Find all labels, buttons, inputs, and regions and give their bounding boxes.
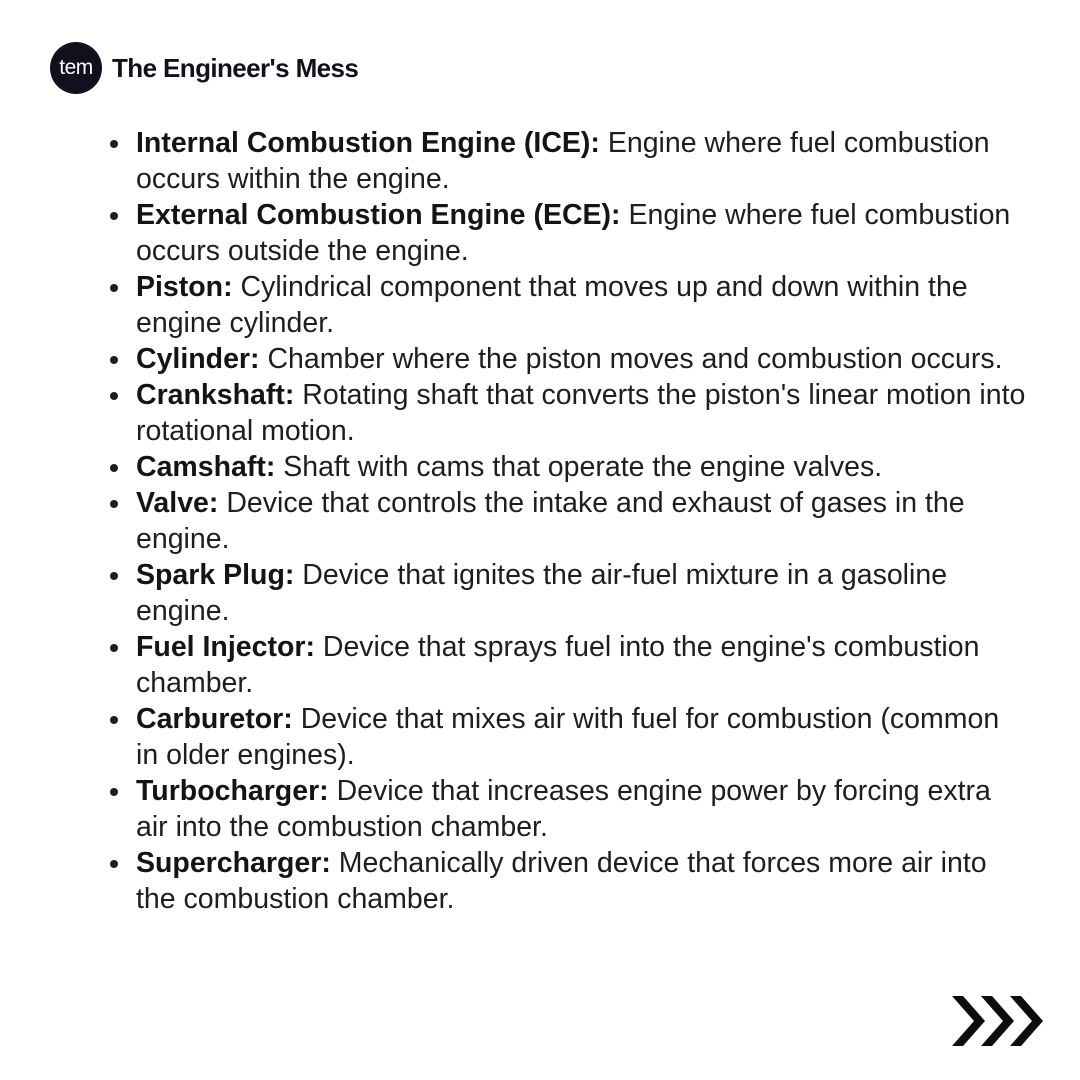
list-item [108, 341, 1028, 377]
term-label: Carburetor: [136, 703, 293, 735]
term-label: External Combustion Engine (ECE): [136, 199, 621, 231]
term-label: Supercharger: [136, 847, 331, 879]
list-item [108, 449, 1028, 485]
term-label: Valve: [136, 487, 219, 519]
term-definition: Device that ignites the air-fuel mixture in a gasoline engine. [136, 559, 948, 627]
term-label: Internal Combustion Engine (ICE): [136, 127, 600, 159]
term-label: Piston: [136, 271, 233, 303]
list-item [108, 845, 1028, 917]
list-item [108, 629, 1028, 701]
term-definition: Cylindrical component that moves up and down within the engine cylinder. [136, 271, 968, 339]
term-definition: Mechanically driven device that forces more air into the combustion chamber. [136, 847, 987, 915]
term-label: Spark Plug: [136, 559, 295, 591]
term-label: Camshaft: [136, 451, 276, 483]
term-definition: Device that controls the intake and exhaust of gases in the engine. [136, 487, 965, 555]
glossary-list [108, 125, 1028, 917]
term-definition: Rotating shaft that converts the piston's linear motion into rotational motion. [136, 379, 1026, 447]
term-label: Turbocharger: [136, 775, 329, 807]
next-slide-button[interactable] [952, 996, 1044, 1046]
triple-chevron-right-icon [952, 996, 1044, 1046]
term-label: Cylinder: [136, 343, 260, 375]
term-definition: Shaft with cams that operate the engine valves. [283, 451, 883, 483]
brand-name: The Engineer's Mess [112, 52, 359, 83]
term-definition: Engine where fuel combustion occurs outside the engine. [136, 199, 1011, 267]
term-definition: Chamber where the piston moves and combustion occurs. [267, 343, 1003, 375]
term-definition: Device that sprays fuel into the engine's combustion chamber. [136, 631, 980, 699]
term-definition: Engine where fuel combustion occurs within the engine. [136, 127, 990, 195]
list-item [108, 197, 1028, 269]
list-item [108, 125, 1028, 197]
term-definition: Device that mixes air with fuel for combustion (common in older engines). [136, 703, 1000, 771]
brand-header [50, 42, 358, 94]
list-item [108, 557, 1028, 629]
brand-logo: tem [50, 42, 102, 94]
list-item [108, 269, 1028, 341]
term-label: Crankshaft: [136, 379, 295, 411]
list-item [108, 485, 1028, 557]
term-definition: Device that increases engine power by forcing extra air into the combustion chamber. [136, 775, 991, 843]
list-item [108, 701, 1028, 773]
list-item [108, 377, 1028, 449]
term-label: Fuel Injector: [136, 631, 315, 663]
list-item [108, 773, 1028, 845]
